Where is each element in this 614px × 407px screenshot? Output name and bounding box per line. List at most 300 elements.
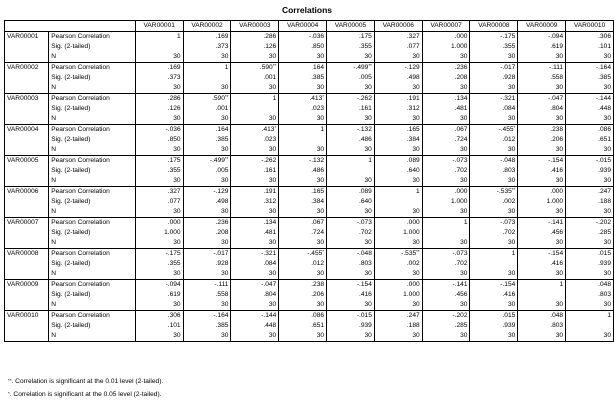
n-cell: 30	[135, 238, 183, 249]
correlation-cell	[327, 249, 375, 260]
n-cell: 30	[135, 52, 183, 63]
sig-cell: .702	[422, 166, 470, 176]
sig-cell: .416	[470, 290, 518, 300]
correlation-value: .169	[215, 33, 229, 40]
correlation-value: 1	[463, 219, 468, 226]
correlation-value: 1	[320, 126, 325, 133]
n-cell: 30	[374, 145, 422, 156]
stat-label: N	[49, 331, 136, 342]
stat-label: Sig. (2-tailed)	[49, 135, 136, 145]
column-header: VAR00007	[422, 21, 470, 32]
n-cell: 30	[327, 145, 375, 156]
n-cell: 30	[327, 114, 375, 125]
correlation-cell	[566, 187, 614, 198]
correlation-cell	[135, 32, 183, 43]
n-cell: 30	[135, 83, 183, 94]
correlation-cell	[422, 156, 470, 167]
sig-cell: .101	[566, 42, 614, 52]
sig-cell: .161	[327, 104, 375, 114]
column-header: VAR00004	[279, 21, 327, 32]
sig-cell	[327, 166, 375, 176]
stat-label: Pearson Correlation	[49, 32, 136, 43]
sig-cell: .002	[374, 259, 422, 269]
sig-cell: 1.000	[374, 290, 422, 300]
correlation-cell	[135, 280, 183, 291]
sig-cell: .355	[327, 42, 375, 52]
correlation-cell	[279, 94, 327, 105]
correlation-cell	[374, 32, 422, 43]
correlation-cell	[279, 156, 327, 167]
footnote-005	[8, 391, 162, 398]
correlation-cell	[470, 311, 518, 322]
correlation-cell	[422, 32, 470, 43]
stat-label: N	[49, 269, 136, 280]
correlation-cell	[135, 187, 183, 198]
correlation-value: .191	[263, 188, 277, 195]
n-cell: 30	[566, 114, 614, 125]
n-cell: 30	[566, 207, 614, 218]
correlation-cell	[183, 94, 231, 105]
stat-label: Pearson Correlation	[49, 187, 136, 198]
correlation-cell	[566, 32, 614, 43]
sig-cell: .850	[135, 135, 183, 145]
table-row	[5, 290, 614, 300]
row-variable-label: VAR00007	[5, 218, 49, 249]
correlation-value: .327	[167, 188, 181, 195]
correlation-value: .590	[212, 95, 225, 102]
correlation-value: -.321	[500, 95, 516, 102]
n-cell: 30	[327, 52, 375, 63]
sig-cell: .126	[231, 42, 279, 52]
correlation-cell	[183, 63, 231, 74]
table-row	[5, 187, 614, 198]
correlation-cell	[374, 311, 422, 322]
correlation-value: .247	[406, 312, 420, 319]
n-cell: 30	[279, 238, 327, 249]
sig-cell: .640	[327, 197, 375, 207]
sig-cell: .126	[135, 104, 183, 114]
column-header: VAR00009	[518, 21, 566, 32]
significance-mark: *	[322, 249, 325, 254]
n-cell: 30	[327, 269, 375, 280]
correlation-value: -.017	[500, 64, 516, 71]
n-cell: 30	[279, 331, 327, 342]
correlation-value: 1	[416, 188, 420, 195]
significance-mark: **	[368, 63, 372, 68]
correlation-value: .236	[454, 64, 468, 71]
correlation-value: .286	[167, 95, 181, 102]
n-cell: 30	[327, 176, 375, 187]
correlation-value: .067	[454, 126, 468, 133]
significance-mark: **	[224, 156, 229, 161]
n-cell: 30	[135, 300, 183, 311]
n-cell: 30	[231, 176, 279, 187]
correlation-cell	[279, 249, 327, 260]
sig-cell: .939	[470, 321, 518, 331]
n-cell: 30	[374, 238, 422, 249]
n-cell: 30	[279, 269, 327, 280]
n-cell: 30	[566, 145, 614, 156]
correlation-cell	[183, 249, 231, 260]
footnote-001	[8, 378, 163, 385]
correlation-cell	[279, 218, 327, 229]
sig-cell: .448	[231, 321, 279, 331]
correlation-value: .165	[406, 126, 420, 133]
n-cell: 30	[518, 52, 566, 63]
table-row	[5, 197, 614, 207]
n-cell: 30	[374, 300, 422, 311]
n-cell: 30	[183, 300, 231, 311]
correlation-cell	[470, 94, 518, 105]
correlation-cell	[327, 218, 375, 229]
row-variable-label: VAR00006	[5, 187, 49, 218]
stat-label: Pearson Correlation	[49, 125, 136, 136]
correlation-value: -.132	[309, 157, 325, 164]
n-cell: 30	[327, 238, 375, 249]
stat-label: Pearson Correlation	[49, 218, 136, 229]
correlation-value: -.535	[401, 250, 417, 257]
n-cell: 30	[518, 238, 566, 249]
correlation-cell	[470, 32, 518, 43]
sig-cell: .002	[470, 197, 518, 207]
stat-label: N	[49, 145, 136, 156]
correlation-cell	[566, 156, 614, 167]
correlation-value: .327	[406, 33, 420, 40]
correlation-cell	[422, 125, 470, 136]
n-cell: 30	[231, 145, 279, 156]
correlation-cell	[518, 94, 566, 105]
correlation-value: -.262	[356, 95, 372, 102]
sig-cell: .084	[470, 104, 518, 114]
correlation-cell	[470, 218, 518, 229]
stat-label: Pearson Correlation	[49, 311, 136, 322]
stat-label: N	[49, 83, 136, 94]
correlation-cell	[327, 311, 375, 322]
stat-label: N	[49, 52, 136, 63]
stat-label: Sig. (2-tailed)	[49, 259, 136, 269]
sig-cell: .285	[422, 321, 470, 331]
sig-cell	[279, 135, 327, 145]
sig-cell	[135, 42, 183, 52]
correlation-cell	[231, 187, 279, 198]
sig-cell: .640	[374, 166, 422, 176]
n-cell: 30	[279, 114, 327, 125]
n-cell: 30	[135, 114, 183, 125]
correlation-cell	[374, 187, 422, 198]
n-cell: 30	[566, 331, 614, 342]
correlation-cell	[374, 125, 422, 136]
sig-cell: 1.000	[422, 42, 470, 52]
n-cell: 30	[470, 52, 518, 63]
n-cell: 30	[518, 300, 566, 311]
column-header: VAR00002	[183, 21, 231, 32]
n-cell: 30	[518, 176, 566, 187]
sig-cell: .804	[231, 290, 279, 300]
correlation-cell	[518, 311, 566, 322]
table-row	[5, 280, 614, 291]
correlation-value: 1	[511, 250, 516, 257]
n-cell: 30	[231, 331, 279, 342]
correlation-cell	[327, 280, 375, 291]
correlation-value: -.111	[214, 281, 229, 288]
sig-cell: .448	[566, 104, 614, 114]
correlation-value: .286	[263, 33, 277, 40]
sig-cell: .084	[231, 259, 279, 269]
sig-cell: .939	[566, 259, 614, 269]
stat-label: Sig. (2-tailed)	[49, 73, 136, 83]
table-row	[5, 249, 614, 260]
significance-mark: **	[416, 249, 420, 254]
n-cell: 30	[422, 300, 470, 311]
sig-cell: .206	[279, 290, 327, 300]
table-title: Correlations	[281, 5, 333, 15]
sig-cell: .803	[518, 321, 566, 331]
n-cell: 30	[279, 83, 327, 94]
sig-cell: .803	[566, 290, 614, 300]
sig-cell: .312	[231, 197, 279, 207]
correlation-cell	[231, 249, 279, 260]
correlation-cell	[231, 32, 279, 43]
correlation-value: 1	[224, 64, 229, 71]
correlation-value: -.048	[356, 250, 372, 257]
correlation-cell	[422, 218, 470, 229]
n-cell: 30	[566, 83, 614, 94]
correlation-value: .247	[598, 188, 611, 195]
correlation-value: -.129	[213, 188, 229, 195]
table-row	[5, 52, 614, 63]
sig-cell: .206	[518, 135, 566, 145]
column-header: VAR00005	[327, 21, 375, 32]
n-cell: 30	[279, 52, 327, 63]
correlation-value: .000	[406, 281, 420, 288]
correlation-value: -.111	[549, 64, 564, 71]
correlation-value: .089	[406, 157, 420, 164]
correlation-cell	[518, 63, 566, 74]
correlation-cell	[518, 187, 566, 198]
n-cell: 30	[566, 238, 614, 249]
correlation-cell	[566, 280, 614, 291]
table-row	[5, 207, 614, 218]
row-variable-label: VAR00005	[5, 156, 49, 187]
stat-label: Pearson Correlation	[49, 94, 136, 105]
footnote-text: . Correlation is significant at the 0.01 level (2-tailed).	[11, 378, 164, 385]
sig-cell: .456	[518, 228, 566, 238]
significance-mark: *	[322, 94, 325, 99]
correlation-value: .000	[454, 188, 468, 195]
table-row	[5, 311, 614, 322]
sig-cell	[470, 259, 518, 269]
sig-cell: .077	[135, 197, 183, 207]
stat-label: Pearson Correlation	[49, 156, 136, 167]
n-cell: 30	[135, 145, 183, 156]
table-row	[5, 218, 614, 229]
correlation-value: -.141	[548, 219, 564, 226]
correlation-value: -.073	[356, 219, 372, 226]
sig-cell: 1.000	[374, 228, 422, 238]
sig-cell: .928	[183, 259, 231, 269]
sig-cell: .724	[279, 228, 327, 238]
n-cell: 30	[135, 207, 183, 218]
sig-cell: .373	[135, 73, 183, 83]
correlation-value: -.164	[213, 312, 229, 319]
correlation-cell	[470, 63, 518, 74]
correlation-cell	[566, 125, 614, 136]
correlation-cell	[183, 187, 231, 198]
correlation-cell	[183, 125, 231, 136]
correlation-value: .175	[167, 157, 181, 164]
n-cell: 30	[470, 238, 518, 249]
correlation-value: .590	[259, 64, 273, 71]
n-cell: 30	[422, 52, 470, 63]
n-cell: 30	[279, 300, 327, 311]
n-cell: 30	[183, 176, 231, 187]
n-cell: 30	[374, 52, 422, 63]
n-cell: 30	[231, 207, 279, 218]
sig-cell: 1.000	[135, 228, 183, 238]
row-variable-label: VAR00002	[5, 63, 49, 94]
n-cell: 30	[422, 176, 470, 187]
sig-cell: .456	[422, 290, 470, 300]
sig-cell: .939	[327, 321, 375, 331]
sig-cell: .416	[518, 166, 566, 176]
n-cell: 30	[183, 238, 231, 249]
correlation-value: .169	[167, 64, 181, 71]
correlation-value: -.141	[452, 281, 468, 288]
n-cell: 30	[183, 145, 231, 156]
correlation-cell	[518, 156, 566, 167]
correlation-cell	[422, 280, 470, 291]
table-row	[5, 166, 614, 176]
table-row	[5, 269, 614, 280]
sig-cell: .208	[183, 228, 231, 238]
n-cell: 30	[566, 52, 614, 63]
correlation-cell	[470, 280, 518, 291]
n-cell: 30	[470, 300, 518, 311]
sig-cell: .161	[231, 166, 279, 176]
correlation-cell	[374, 249, 422, 260]
correlation-value: .089	[359, 188, 372, 195]
column-header: VAR00006	[374, 21, 422, 32]
correlation-value: -.129	[404, 64, 420, 71]
sig-cell: .355	[135, 259, 183, 269]
correlation-cell	[279, 63, 327, 74]
correlation-value: 164	[313, 64, 325, 71]
n-cell: 30	[422, 269, 470, 280]
correlation-cell	[183, 156, 231, 167]
correlation-cell	[470, 156, 518, 167]
correlation-value: -.202	[595, 219, 611, 226]
n-cell: 30	[135, 176, 183, 187]
sig-cell: .928	[470, 73, 518, 83]
significance-mark: **	[511, 187, 516, 192]
sig-cell	[566, 321, 614, 331]
table-row	[5, 331, 614, 342]
n-cell: 30	[279, 176, 327, 187]
stat-label: Pearson Correlation	[49, 280, 136, 291]
correlation-value: -.015	[595, 157, 611, 164]
n-cell: 30	[518, 83, 566, 94]
correlation-cell	[327, 187, 375, 198]
sig-cell: .385	[183, 321, 231, 331]
n-cell: 30	[231, 52, 279, 63]
stat-label: Sig. (2-tailed)	[49, 197, 136, 207]
table-row	[5, 238, 614, 249]
significance-mark: *	[274, 125, 277, 130]
correlation-cell	[231, 218, 279, 229]
n-cell: 30	[470, 331, 518, 342]
correlation-value: -.455	[498, 126, 514, 133]
correlation-cell	[518, 125, 566, 136]
correlation-value: .134	[263, 219, 277, 226]
correlation-value: .015	[598, 250, 611, 257]
correlation-cell	[183, 311, 231, 322]
sig-cell: .385	[279, 73, 327, 83]
significance-mark: **	[224, 94, 229, 99]
correlation-cell	[566, 249, 614, 260]
table-row	[5, 104, 614, 114]
correlation-value: .191	[406, 95, 420, 102]
n-cell: 30	[566, 176, 614, 187]
sig-cell: .486	[279, 166, 327, 176]
correlation-cell	[470, 249, 518, 260]
correlation-value: -.144	[595, 95, 611, 102]
stat-label: Sig. (2-tailed)	[49, 321, 136, 331]
n-cell: 30	[374, 331, 422, 342]
n-cell: 30	[518, 331, 566, 342]
sig-cell: .619	[518, 42, 566, 52]
sig-cell	[422, 228, 470, 238]
correlation-cell	[231, 94, 279, 105]
sig-cell: .355	[470, 42, 518, 52]
sig-cell: .385	[566, 73, 614, 83]
stat-label: Sig. (2-tailed)	[49, 166, 136, 176]
correlation-cell	[183, 32, 231, 43]
correlation-cell	[135, 125, 183, 136]
correlation-cell	[327, 156, 375, 167]
sig-cell: .005	[183, 166, 231, 176]
table-row	[5, 228, 614, 238]
correlation-cell	[327, 63, 375, 74]
table-row	[5, 300, 614, 311]
significance-mark: **	[272, 63, 277, 68]
sig-cell: .285	[566, 228, 614, 238]
row-variable-label: VAR00004	[5, 125, 49, 156]
correlation-value: -.321	[261, 250, 277, 257]
correlation-cell	[279, 280, 327, 291]
sig-cell: .939	[566, 166, 614, 176]
n-cell: 30	[374, 207, 422, 218]
sig-cell: .498	[183, 197, 231, 207]
column-header: VAR00003	[231, 21, 279, 32]
n-cell: 30	[518, 207, 566, 218]
correlation-value: .175	[359, 33, 372, 40]
n-cell: 30	[374, 114, 422, 125]
correlation-cell	[231, 156, 279, 167]
correlation-value: .238	[311, 281, 325, 288]
table-row	[5, 176, 614, 187]
correlation-cell	[518, 280, 566, 291]
sig-cell: .077	[374, 42, 422, 52]
stat-label: Sig. (2-tailed)	[49, 104, 136, 114]
correlation-cell	[566, 218, 614, 229]
table-row	[5, 145, 614, 156]
footnote-text: . Correlation is significant at the 0.05 level (2-tailed).	[9, 391, 162, 398]
correlation-cell	[135, 94, 183, 105]
sig-cell	[231, 104, 279, 114]
stat-label: N	[49, 207, 136, 218]
n-cell: 30	[231, 238, 279, 249]
correlation-value: .413	[309, 95, 323, 102]
